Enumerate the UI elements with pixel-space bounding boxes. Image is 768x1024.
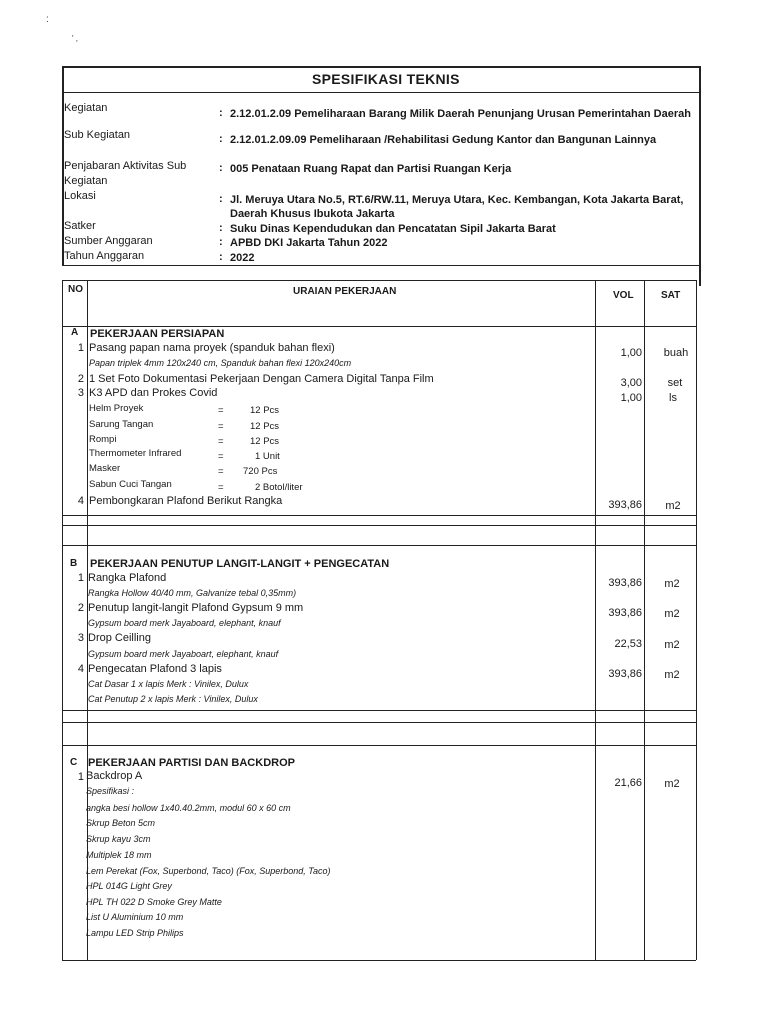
spec-line: HPL TH 022 D Smoke Grey Matte [86,897,222,907]
lokasi-label: Lokasi [64,190,96,202]
item-description: K3 APD dan Prokes Covid [89,387,218,399]
sub-kegiatan-value: 2.12.01.2.09.09 Pemeliharaan /Rehabilitasi Gedung Kantor dan Bangunan Lainnya [230,134,657,146]
kegiatan-label: Kegiatan [64,102,108,114]
item-subnote: Cat Dasar 1 x lapis Merk : Vinilex, Dulux [88,679,249,689]
k3-item-qty: 2 Botol/liter [255,482,303,493]
item-unit: set [667,377,683,389]
colon: : [219,251,223,263]
section-letter: C [70,757,78,768]
colon: : [219,193,223,205]
section-title: PEKERJAAN PARTISI DAN BACKDROP [88,757,295,769]
colon: : [219,222,223,234]
k3-item-qty: 12 Pcs [250,436,280,447]
item-description: Pembongkaran Plafond Berikut Rangka [89,495,283,507]
item-volume: 3,00 [620,377,642,389]
item-description: Pengecatan Plafond 3 lapis [88,663,222,675]
spec-line: Lem Perekat (Fox, Superbond, Taco) (Fox, Superbond, Taco) [86,866,331,876]
scan-speck: ' , [72,34,78,43]
item-subnote: Gypsum board merk Jayaboard, elephant, knauf [88,618,281,628]
section-title: PEKERJAAN PENUTUP LANGIT-LANGIT + PENGECATAN [90,558,390,570]
colon: : [219,236,223,248]
item-number: 2 [77,602,84,614]
satker-label: Satker [64,220,96,232]
tahun-anggaran-value: 2022 [230,252,255,264]
k3-item-eq: = [218,466,224,477]
k3-item-name: Sabun Cuci Tangan [89,479,172,490]
item-description: 1 Set Foto Dokumentasi Pekerjaan Dengan Camera Digital Tanpa Film [89,373,434,385]
sumber-anggaran-value: APBD DKI Jakarta Tahun 2022 [230,237,388,249]
spec-line: Skrup Beton 5cm [86,818,156,828]
k3-item-eq: = [218,405,224,416]
kegiatan-value: 2.12.01.2.09 Pemeliharaan Barang Milik Daerah Penunjang Urusan Pemerintahan Daerah [230,108,691,120]
item-subnote: Gypsum board merk Jayaboart, elephant, knauf [88,649,279,659]
item-unit: m2 [665,500,681,512]
penjabaran-label: Penjabaran Aktivitas Sub [64,160,187,172]
item-subnote: Cat Penutup 2 x lapis Merk : Vinilex, Dulux [88,694,258,704]
spec-line: Skrup kayu 3cm [86,834,151,844]
item-description: Pasang papan nama proyek (spanduk bahan flexi) [89,342,335,354]
k3-item-eq: = [218,436,224,447]
spec-line: List U Aluminium 10 mm [86,912,184,922]
item-description: Drop Ceilling [88,632,151,644]
section-title: PEKERJAAN PERSIAPAN [90,328,225,340]
item-description: Backdrop A [86,770,143,782]
section-letter: B [70,558,78,569]
item-unit: m2 [664,669,680,681]
k3-item-eq: = [218,451,224,462]
col-header-sat: SAT [661,290,681,301]
spec-line: angka besi hollow 1x40.40.2mm, modul 60 x 60 cm [86,803,291,813]
item-volume: 393,86 [608,607,642,619]
sumber-anggaran-label: Sumber Anggaran [64,235,153,247]
item-subnote: Papan triplek 4mm 120x240 cm, Spanduk bahan flexi 120x240cm [89,358,352,368]
lokasi-value: Jl. Meruya Utara No.5, RT.6/RW.11, Meruya Utara, Kec. Kembangan, Kota Jakarta Barat, [230,194,684,206]
k3-item-name: Sarung Tangan [89,419,154,430]
item-volume: 1,00 [620,347,642,359]
colon: : [219,107,223,119]
colon: : [219,133,223,145]
item-number: 3 [77,632,84,644]
item-number: 3 [77,387,84,399]
lokasi-value-2: Daerah Khusus Ibukota Jakarta [230,208,395,220]
k3-item-name: Masker [89,463,121,474]
item-unit: m2 [664,639,680,651]
item-volume: 393,86 [608,668,642,680]
col-header-vol: VOL [613,290,634,301]
spec-line: HPL 014G Light Grey [86,881,172,891]
spec-line: Spesifikasi : [86,786,135,796]
item-volume: 22,53 [614,638,642,650]
document-title: SPESIFIKASI TEKNIS [312,71,460,87]
colon: : [219,162,223,174]
penjabaran-label-2: Kegiatan [64,175,108,187]
k3-item-name: Rompi [89,434,117,445]
item-number: 4 [77,495,84,507]
scan-speck: : [46,14,49,25]
spec-line: Multiplek 18 mm [86,850,152,860]
item-number: 1 [77,342,84,354]
item-unit: m2 [664,578,680,590]
item-unit: ls [669,392,677,404]
item-volume: 1,00 [620,392,642,404]
k3-item-eq: = [218,482,224,493]
k3-item-qty: 1 Unit [255,451,280,462]
item-number: 1 [77,771,84,783]
item-subnote: Rangka Hollow 40/40 mm, Galvanize tebal 0,35mm) [88,588,297,598]
k3-item-qty: 12 Pcs [250,405,280,416]
item-volume: 21,66 [614,777,642,789]
col-header-no: NO [68,284,83,295]
satker-value: Suku Dinas Kependudukan dan Pencatatan Sipil Jakarta Barat [230,223,556,235]
k3-item-name: Thermometer Infrared [89,448,182,459]
k3-item-eq: = [218,421,224,432]
item-unit: m2 [664,778,680,790]
item-number: 2 [77,373,84,385]
k3-item-name: Helm Proyek [89,403,144,414]
section-letter: A [71,327,79,338]
tahun-anggaran-label: Tahun Anggaran [64,250,145,262]
item-description: Penutup langit-langit Plafond Gypsum 9 mm [88,602,304,614]
item-description: Rangka Plafond [88,572,167,584]
item-unit: buah [663,347,689,359]
sub-kegiatan-label: Sub Kegiatan [64,129,131,141]
penjabaran-value: 005 Penataan Ruang Rapat dan Partisi Ruangan Kerja [230,163,512,175]
spec-line: Lampu LED Strip Philips [86,928,184,938]
k3-item-qty: 12 Pcs [250,421,280,432]
item-volume: 393,86 [608,499,642,511]
item-volume: 393,86 [608,577,642,589]
k3-item-qty: 720 Pcs [243,466,278,477]
item-number: 1 [77,572,84,584]
item-number: 4 [77,663,84,675]
item-unit: m2 [664,608,680,620]
col-header-uraian: URAIAN PEKERJAAN [293,286,397,297]
